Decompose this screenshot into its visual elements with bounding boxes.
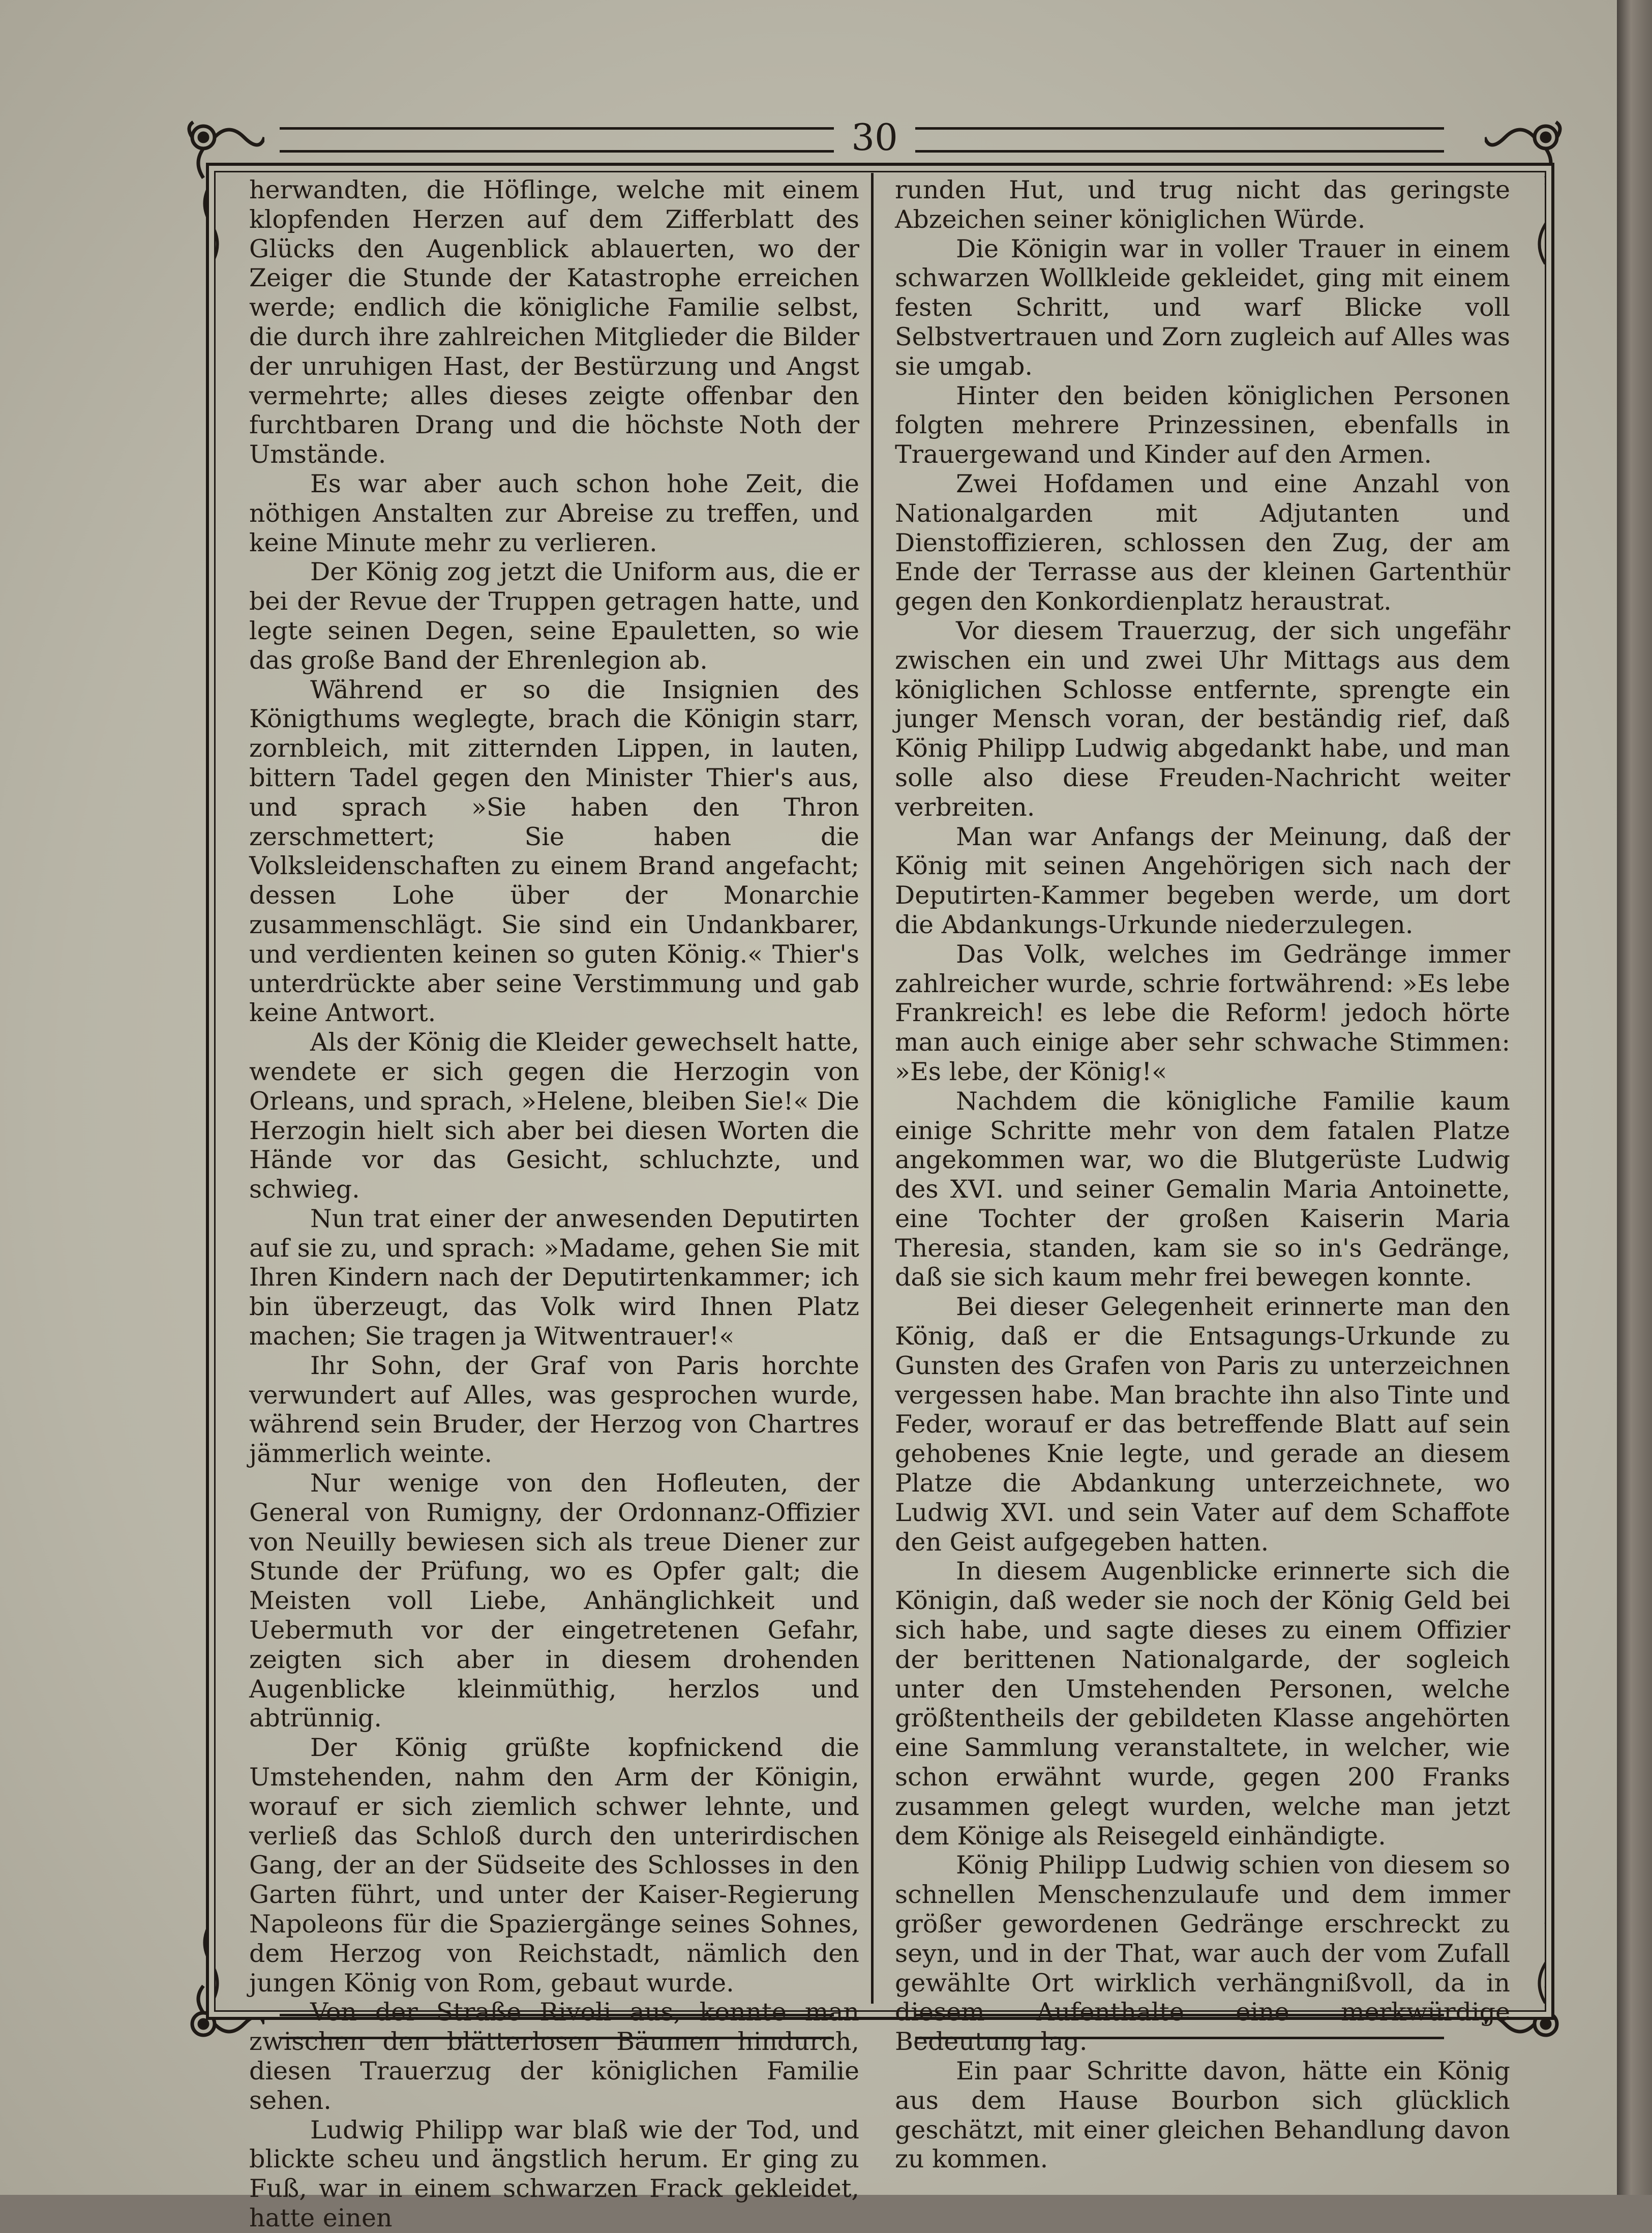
paragraph: herwandten, die Höflinge, welche mit einem klopfenden Herzen auf dem Zifferblatt des Glücks den Augenblick ablauerten, wo der Zeiger die Stunde der Katastrophe erreichen werde; endlich die königliche Familie selbst, die durch ihre zahlreichen Mitglieder die Bilder der unruhigen Hast, der Bestürzung und Angst vermehrte; alles dieses zeigte offenbar den furchtbaren Drang und die höchste Noth der Umstände.: [249, 175, 859, 469]
book-gutter-edge: [1617, 0, 1652, 2195]
paragraph: Während er so die Insignien des Königthums weglegte, brach die Königin starr, zornbleich, mit zitternden Lippen, in lauten, bittern Tadel gegen den Minister Thier's aus, und sprach »Sie haben den Thron zerschmettert; Sie haben die Volksleidenschaften zu einem Brand angefacht; dessen Lohe über der Monarchie zusammenschlägt. Sie sind ein Undankbarer, und verdienten keinen so guten König.« Thier's unterdrückte aber seine Verstimmung und gab keine Antwort.: [249, 675, 859, 1028]
header-rule-left: [280, 127, 834, 153]
footer-rule-right: [915, 2014, 1444, 2039]
paragraph: Vor diesem Trauerzug, der sich ungefähr zwischen ein und zwei Uhr Mittags aus dem königlichen Schlosse entfernte, sprengte ein junger Mensch voran, der beständig rief, daß König Philipp Ludwig abgedankt habe, und man solle also diese Freuden-Nachricht weiter verbreiten.: [895, 616, 1510, 822]
paragraph: Die Königin war in voller Trauer in einem schwarzen Wollkleide gekleidet, ging mit einem festen Schritt, und warf Blicke voll Selbstvertrauen und Zorn zugleich auf Alles was sie umgab.: [895, 234, 1510, 381]
paragraph: Von der Straße Rivoli aus, konnte man zwischen den blätterlosen Bäumen hindurch, diesen Trauerzug der königlichen Familie sehen.: [249, 1998, 859, 2115]
paragraph: Es war aber auch schon hohe Zeit, die nöthigen Anstalten zur Abreise zu treffen, und keine Minute mehr zu verlieren.: [249, 469, 859, 557]
paragraph: Nachdem die königliche Familie kaum einige Schritte mehr von dem fatalen Platze angekommen war, wo die Blutgerüste Ludwig des XVI. und seiner Gemalin Maria Antoinette, eine Tochter der großen Kaiserin Maria Theresia, standen, kam sie so in's Gedränge, daß sie sich kaum mehr frei bewegen konnte.: [895, 1086, 1510, 1292]
page-number: 30: [851, 116, 898, 159]
paragraph: Der König zog jetzt die Uniform aus, die er bei der Revue der Truppen getragen hatte, und legte seinen Degen, seine Epauletten, so wie das große Band der Ehrenlegion ab.: [249, 557, 859, 675]
paragraph: Ihr Sohn, der Graf von Paris horchte verwundert auf Alles, was gesprochen wurde, während sein Bruder, der Herzog von Chartres jämmerlich weinte.: [249, 1351, 859, 1469]
paragraph: Nun trat einer der anwesenden Deputirten auf sie zu, und sprach: »Madame, gehen Sie mit Ihren Kindern nach der Deputirtenkammer; ich bin überzeugt, das Volk wird Ihnen Platz machen; Sie tragen ja Witwentrauer!«: [249, 1204, 859, 1351]
header-rule-right: [915, 127, 1444, 153]
paragraph: Zwei Hofdamen und eine Anzahl von Nationalgarden mit Adjutanten und Dienstoffizieren, schlossen den Zug, der am Ende der Terrasse aus der kleinen Gartenthür gegen den Konkordienplatz heraustrat.: [895, 469, 1510, 616]
paragraph: Das Volk, welches im Gedränge immer zahlreicher wurde, schrie fortwährend: »Es lebe Frankreich! es lebe die Reform! jedoch hörte man auch einige aber sehr schwache Stimmen: »Es lebe, der König!«: [895, 939, 1510, 1086]
paragraph: Nur wenige von den Hofleuten, der General von Rumigny, der Ordonnanz-Offizier von Neuilly bewiesen sich als treue Diener zur Stunde der Prüfung, wo es Opfer galt; die Meisten voll Liebe, Anhänglichkeit und Uebermuth vor der eingetretenen Gefahr, zeigten sich aber in diesem drohenden Augenblicke kleinmüthig, herzlos und abtrünnig.: [249, 1469, 859, 1733]
paragraph: Man war Anfangs der Meinung, daß der König mit seinen Angehörigen sich nach der Deputirten-Kammer begeben werde, um dort die Abdankungs-Urkunde niederzulegen.: [895, 822, 1510, 939]
paragraph: runden Hut, und trug nicht das geringste Abzeichen seiner königlichen Würde.: [895, 175, 1510, 234]
left-column: [249, 175, 859, 2233]
paragraph: König Philipp Ludwig schien von diesem so schnellen Menschenzulaufe und dem immer größer gewordenen Gedränge erschreckt zu seyn, und in der That, war auch der vom Zufall gewählte Ort wirklich verhängnißvoll, da in diesem Aufenthalte eine merkwürdige Bedeutung lag.: [895, 1851, 1510, 2057]
paragraph: In diesem Augenblicke erinnerte sich die Königin, daß weder sie noch der König Geld bei sich habe, und sagte dieses zu einem Offizier der berittenen Nationalgarde, der sogleich unter den Umstehenden Personen, welche größtentheils der gebildeten Klasse angehörten eine Sammlung veranstaltete, in welcher, wie schon erwähnt wurde, gegen 200 Franks zusammen gelegt wurden, welche man jetzt dem Könige als Reisegeld einhändigte.: [895, 1557, 1510, 1851]
paragraph: Der König grüßte kopfnickend die Umstehenden, nahm den Arm der Königin, worauf er sich ziemlich schwer lehnte, und verließ das Schloß durch den unterirdischen Gang, der an der Südseite des Schlosses in den Garten führt, und unter der Kaiser-Regierung Napoleons für die Spaziergänge seines Sohnes, dem Herzog von Reichstadt, nämlich den jungen König von Rom, gebaut wurde.: [249, 1733, 859, 1998]
right-column: [895, 175, 1510, 2174]
column-divider: [871, 173, 874, 2004]
paragraph: Ein paar Schritte davon, hätte ein König aus dem Hause Bourbon sich glücklich geschätzt, mit einer gleichen Behandlung davon zu kommen.: [895, 2057, 1510, 2174]
paragraph: Bei dieser Gelegenheit erinnerte man den König, daß er die Entsagungs-Urkunde zu Gunsten des Grafen von Paris zu unterzeichnen vergessen habe. Man brachte ihn also Tinte und Feder, worauf er das betreffende Blatt auf sein gehobenes Knie legte, und gerade an diesem Platze die Abdankung unterzeichnete, wo Ludwig XVI. und sein Vater auf dem Schaffote den Geist aufgegeben hatten.: [895, 1292, 1510, 1557]
paragraph: Hinter den beiden königlichen Personen folgten mehrere Prinzessinen, ebenfalls in Trauergewand und Kinder auf den Armen.: [895, 381, 1510, 469]
footer-rule-left: [280, 2014, 834, 2039]
paragraph: Ludwig Philipp war blaß wie der Tod, und blickte scheu und ängstlich herum. Er ging zu Fuß, war in einem schwarzen Frack gekleidet, hatte einen: [249, 2115, 859, 2232]
paragraph: Als der König die Kleider gewechselt hatte, wendete er sich gegen die Herzogin von Orleans, und sprach, »Helene, bleiben Sie!« Die Herzogin hielt sich aber bei diesen Worten die Hände vor das Gesicht, schluchzte, und schwieg.: [249, 1028, 859, 1204]
